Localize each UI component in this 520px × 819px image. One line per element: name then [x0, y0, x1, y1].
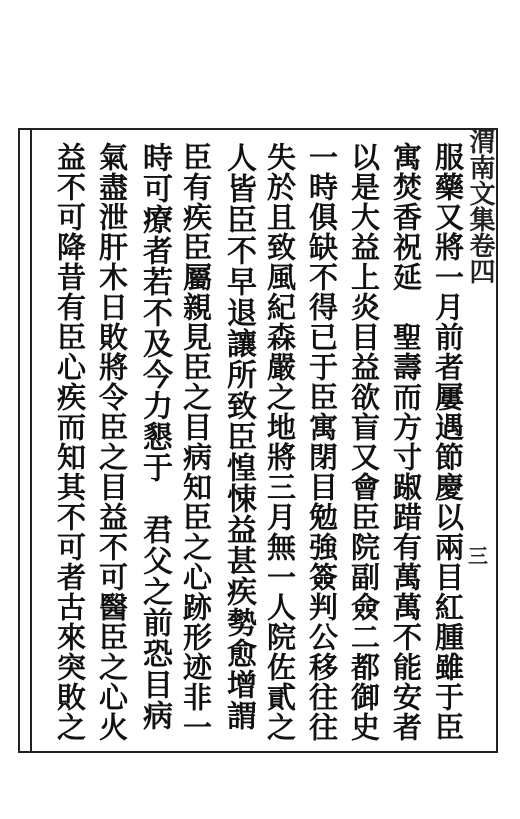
text-column-1: 服藥又將一月前者屢遇節慶以兩目紅腫雖于臣	[431, 142, 465, 742]
text-column-7: 臣有疾臣屬親見臣之目病知臣之心跡形迹非一	[179, 142, 213, 742]
text-column-5: 失於且致風紀森嚴之地將三月無一人院佐貳之	[263, 142, 297, 742]
text-column-3: 以是大益上炎目益欲盲又會臣院副僉二都御史	[347, 142, 381, 742]
frame-inner-rule	[30, 128, 32, 753]
text-column-2: 寓焚香祝延 聖壽而方寸踧踖有萬萬不能安者	[389, 142, 423, 742]
text-column-4: 一時俱缺不得已于臣寓閉目勉強簽判公移往往	[305, 142, 339, 742]
text-column-10: 益不可降昔有臣心疾而知其不可者古來突敗之	[53, 142, 87, 742]
text-column-9: 氣盡泄肝木日敗將令臣之目益不可醫臣之心火	[95, 142, 129, 742]
running-header: 渭南文集卷四	[465, 128, 495, 284]
page-frame	[18, 128, 498, 753]
page-number-mark: 三	[468, 544, 488, 568]
text-column-6: 人皆臣不早退讓所致臣惶悚益甚疾勢愈增謂	[221, 142, 256, 731]
text-column-8: 時可療者若不及今力懇于 君父之前恐目病	[137, 142, 172, 731]
